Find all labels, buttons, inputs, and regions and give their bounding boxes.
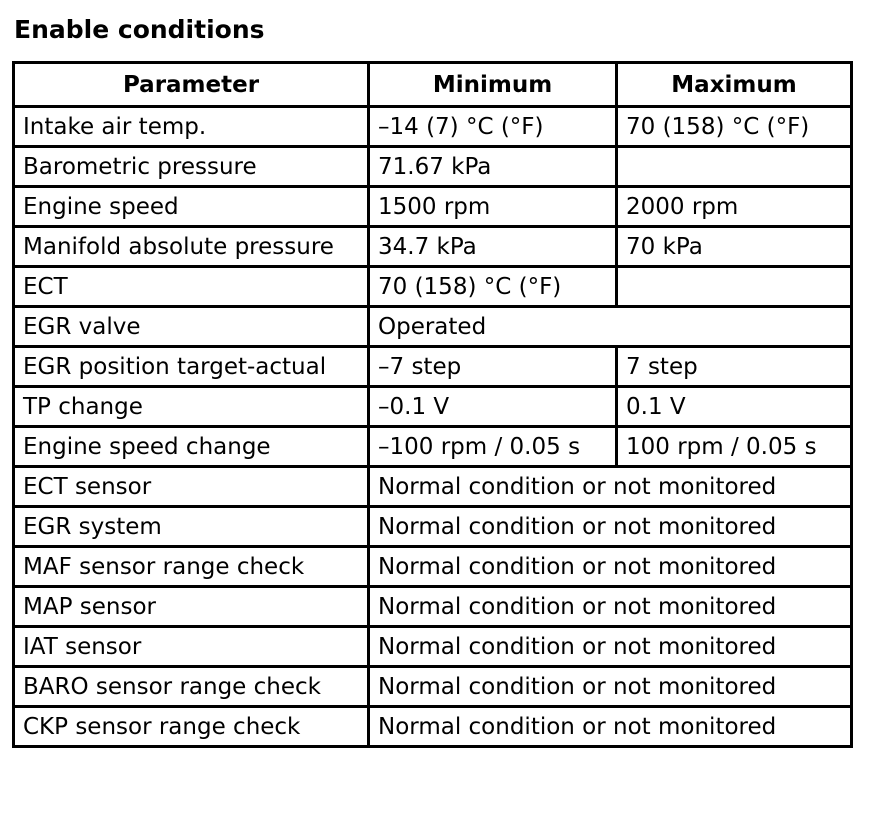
maximum-cell: 0.1 V xyxy=(617,387,852,427)
combined-value-cell: Normal condition or not monitored xyxy=(369,667,852,707)
parameter-cell: MAP sensor xyxy=(14,587,369,627)
parameter-cell: Engine speed change xyxy=(14,427,369,467)
table-row xyxy=(14,347,852,387)
maximum-cell: 2000 rpm xyxy=(617,187,852,227)
table-header-row xyxy=(14,63,852,107)
table-row xyxy=(14,187,852,227)
minimum-cell: –100 rpm / 0.05 s xyxy=(369,427,617,467)
combined-value-cell: Normal condition or not monitored xyxy=(369,587,852,627)
minimum-cell: –7 step xyxy=(369,347,617,387)
table-row xyxy=(14,147,852,187)
combined-value-cell: Normal condition or not monitored xyxy=(369,507,852,547)
table-row xyxy=(14,707,852,747)
table-row xyxy=(14,507,852,547)
table-row xyxy=(14,587,852,627)
table-row xyxy=(14,227,852,267)
parameter-cell: Barometric pressure xyxy=(14,147,369,187)
parameter-cell: MAF sensor range check xyxy=(14,547,369,587)
parameter-cell: EGR system xyxy=(14,507,369,547)
combined-value-cell: Normal condition or not monitored xyxy=(369,707,852,747)
table-row xyxy=(14,667,852,707)
combined-value-cell: Normal condition or not monitored xyxy=(369,627,852,667)
table-row xyxy=(14,547,852,587)
maximum-cell xyxy=(617,267,852,307)
maximum-cell: 70 kPa xyxy=(617,227,852,267)
table-row xyxy=(14,267,852,307)
parameter-cell: Intake air temp. xyxy=(14,107,369,147)
combined-value-cell: Normal condition or not monitored xyxy=(369,547,852,587)
enable-conditions-table xyxy=(12,61,853,748)
minimum-cell: 71.67 kPa xyxy=(369,147,617,187)
minimum-cell: 34.7 kPa xyxy=(369,227,617,267)
table-row xyxy=(14,387,852,427)
parameter-cell: ECT sensor xyxy=(14,467,369,507)
parameter-cell: Engine speed xyxy=(14,187,369,227)
minimum-cell: –0.1 V xyxy=(369,387,617,427)
header-maximum: Maximum xyxy=(617,63,852,107)
parameter-cell: CKP sensor range check xyxy=(14,707,369,747)
table-row xyxy=(14,307,852,347)
table-row xyxy=(14,627,852,667)
maximum-cell xyxy=(617,147,852,187)
parameter-cell: TP change xyxy=(14,387,369,427)
header-parameter: Parameter xyxy=(14,63,369,107)
table-row xyxy=(14,427,852,467)
combined-value-cell: Normal condition or not monitored xyxy=(369,467,852,507)
parameter-cell: EGR position target-actual xyxy=(14,347,369,387)
minimum-cell: 1500 rpm xyxy=(369,187,617,227)
maximum-cell: 70 (158) °C (°F) xyxy=(617,107,852,147)
minimum-cell: –14 (7) °C (°F) xyxy=(369,107,617,147)
parameter-cell: ECT xyxy=(14,267,369,307)
parameter-cell: Manifold absolute pressure xyxy=(14,227,369,267)
combined-value-cell: Operated xyxy=(369,307,852,347)
parameter-cell: EGR valve xyxy=(14,307,369,347)
maximum-cell: 100 rpm / 0.05 s xyxy=(617,427,852,467)
header-minimum: Minimum xyxy=(369,63,617,107)
parameter-cell: BARO sensor range check xyxy=(14,667,369,707)
page-title: Enable conditions xyxy=(14,15,265,44)
table-row xyxy=(14,107,852,147)
maximum-cell: 7 step xyxy=(617,347,852,387)
minimum-cell: 70 (158) °C (°F) xyxy=(369,267,617,307)
table-row xyxy=(14,467,852,507)
parameter-cell: IAT sensor xyxy=(14,627,369,667)
